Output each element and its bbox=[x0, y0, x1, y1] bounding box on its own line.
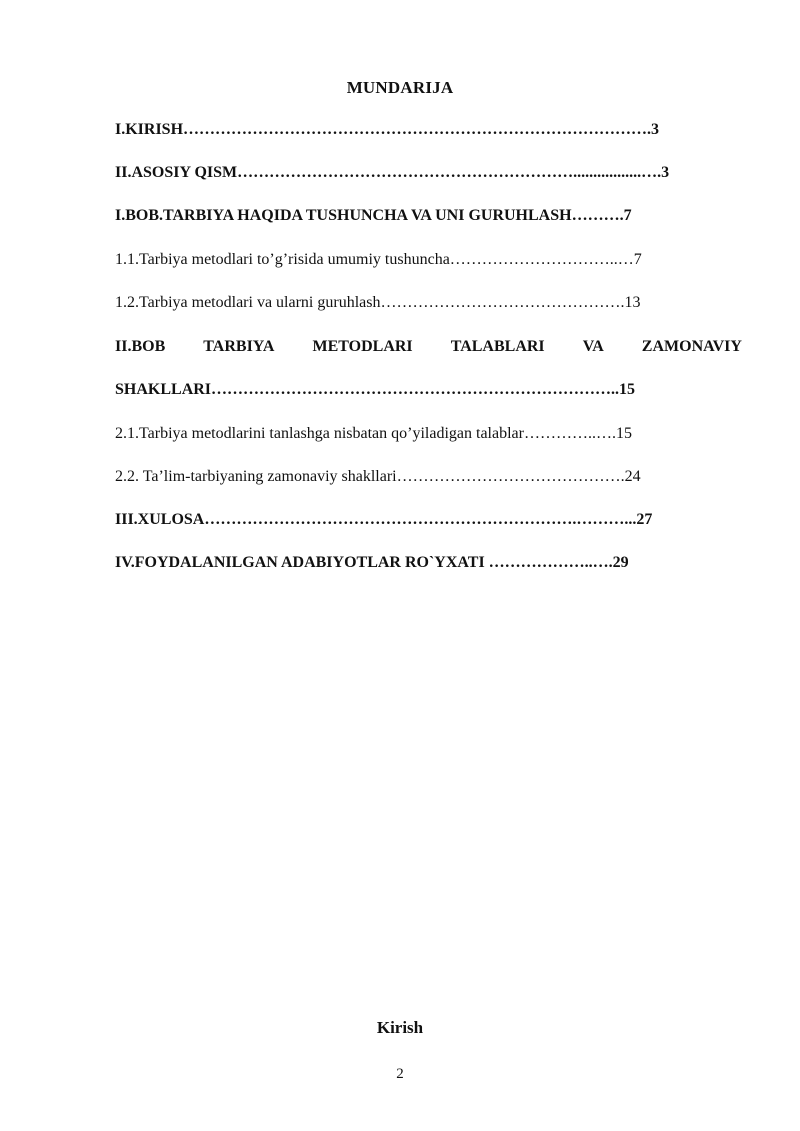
toc-entry-bob-1[interactable]: I.BOB.TARBIYA HAQIDA TUSHUNCHA VA UNI GURUHLASH……….7 bbox=[115, 207, 632, 224]
toc-word: TALABLARI bbox=[450, 338, 545, 355]
toc-entry-1-2[interactable]: 1.2.Tarbiya metodlari va ularni guruhlash……………………………………….13 bbox=[115, 294, 641, 311]
toc-word: VA bbox=[582, 338, 604, 355]
page-number: 2 bbox=[396, 1066, 404, 1082]
toc-word: ZAMONAVIY bbox=[641, 338, 742, 355]
toc-entry-1-1[interactable]: 1.1.Tarbiya metodlari to’g’risida umumiy tushuncha…………………………..…7 bbox=[115, 251, 642, 268]
toc-entry-bob-2[interactable] bbox=[115, 338, 742, 356]
toc-entry-bob-2-cont[interactable]: SHAKLLARI…………………………………………………………………..15 bbox=[115, 381, 636, 398]
toc-entry-adabiyotlar[interactable]: IV.FOYDALANILGAN ADABIYOTLAR RO`YXATI ………………..….29 bbox=[115, 554, 629, 571]
toc-word: II.BOB bbox=[115, 338, 166, 355]
toc-word: METODLARI bbox=[312, 338, 413, 355]
toc-entry-2-2[interactable]: 2.2. Ta’lim-tarbiyaning zamonaviy shakllari…………………………………….24 bbox=[115, 468, 641, 485]
page-title: MUNDARIJA bbox=[346, 78, 454, 97]
toc-entry-2-1[interactable]: 2.1.Tarbiya metodlarini tanlashga nisbatan qo’yiladigan talablar…………..….15 bbox=[115, 425, 632, 442]
section-heading-kirish: Kirish bbox=[376, 1018, 424, 1037]
toc-entry-xulosa[interactable]: III.XULOSA…………………………………………………………….………...27 bbox=[115, 511, 653, 528]
toc-entry-asosiy-qism[interactable]: II.ASOSIY QISM……………………………………………………….................….3 bbox=[115, 164, 670, 181]
toc-word: TARBIYA bbox=[203, 338, 275, 355]
toc-entry-kirish[interactable]: I.KIRISH…………………………………………………………………………….3 bbox=[115, 121, 660, 138]
